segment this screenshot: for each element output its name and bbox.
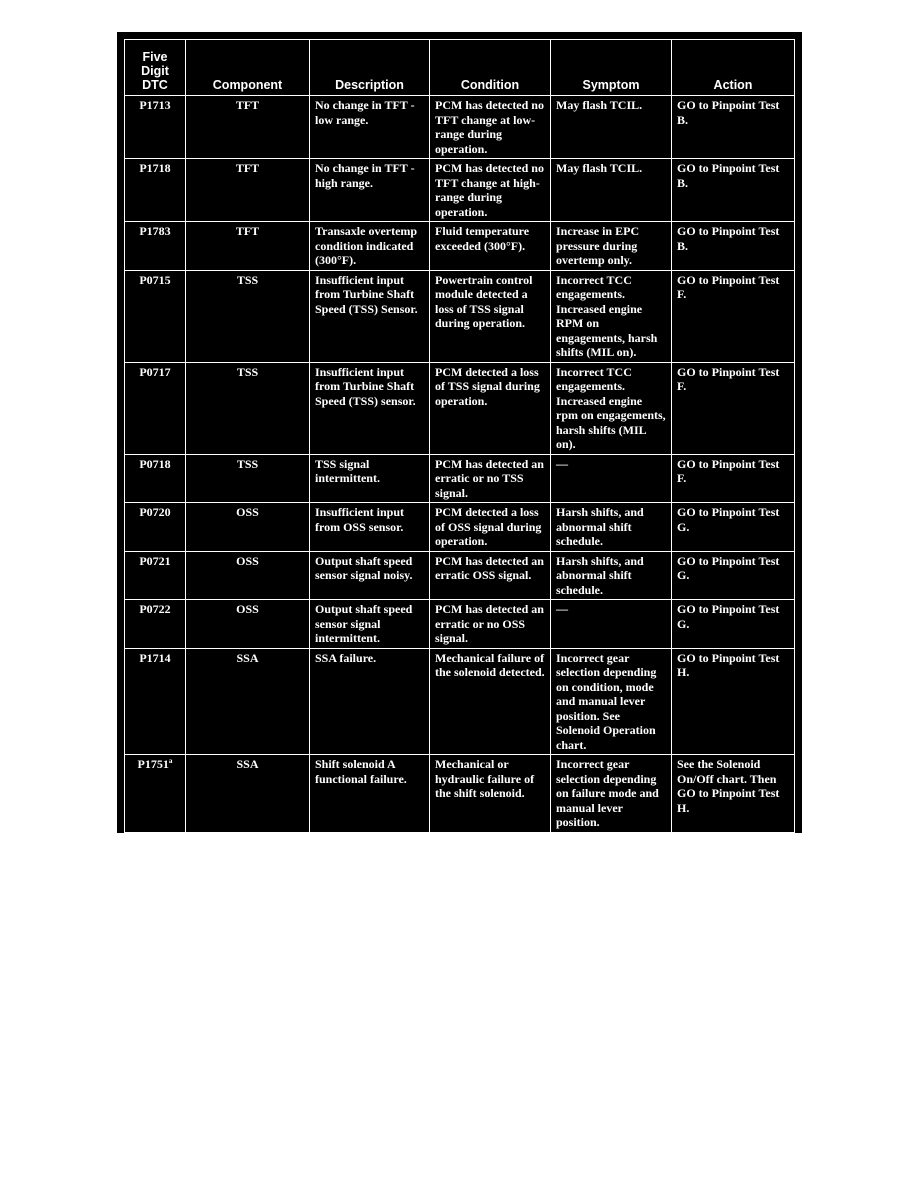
description-cell: Shift solenoid A functional failure. — [310, 755, 430, 833]
symptom-cell: Increase in EPC pressure during overtemp only. — [551, 222, 672, 271]
action-cell: GO to Pinpoint Test G. — [672, 600, 795, 649]
description-cell: Insufficient input from Turbine Shaft Speed (TSS) Sensor. — [310, 270, 430, 362]
action-cell: See the Solenoid On/Off chart. Then GO to Pinpoint Test H. — [672, 755, 795, 833]
action-cell: GO to Pinpoint Test F. — [672, 454, 795, 503]
header-condition: Condition — [430, 40, 551, 96]
table-row — [125, 755, 795, 833]
table-row — [125, 222, 795, 271]
dtc-code-cell: P1751ª — [125, 755, 186, 833]
action-cell: GO to Pinpoint Test G. — [672, 551, 795, 600]
action-cell: GO to Pinpoint Test B. — [672, 222, 795, 271]
dtc-code-cell: P1714 — [125, 648, 186, 755]
action-cell: GO to Pinpoint Test F. — [672, 270, 795, 362]
component-cell: OSS — [186, 503, 310, 552]
condition-cell: PCM has detected no TFT change at high-range during operation. — [430, 159, 551, 222]
condition-cell: PCM detected a loss of OSS signal during operation. — [430, 503, 551, 552]
description-cell: Output shaft speed sensor signal intermittent. — [310, 600, 430, 649]
condition-cell: PCM has detected no TFT change at low-range during operation. — [430, 96, 551, 159]
dtc-code-cell: P0715 — [125, 270, 186, 362]
action-cell: GO to Pinpoint Test G. — [672, 503, 795, 552]
table-row — [125, 454, 795, 503]
component-cell: TFT — [186, 222, 310, 271]
symptom-cell: Incorrect gear selection depending on condition, mode and manual lever position. See Solenoid Operation chart. — [551, 648, 672, 755]
table-row — [125, 600, 795, 649]
condition-cell: PCM has detected an erratic or no OSS signal. — [430, 600, 551, 649]
table-row — [125, 362, 795, 454]
description-cell: Transaxle overtemp condition indicated (300°F). — [310, 222, 430, 271]
component-cell: SSA — [186, 755, 310, 833]
condition-cell: PCM has detected an erratic OSS signal. — [430, 551, 551, 600]
description-cell: No change in TFT - low range. — [310, 96, 430, 159]
dtc-code-cell: P0721 — [125, 551, 186, 600]
header-description: Description — [310, 40, 430, 96]
table-row — [125, 270, 795, 362]
dtc-code-cell: P0718 — [125, 454, 186, 503]
dtc-code-cell: P0722 — [125, 600, 186, 649]
description-cell: Insufficient input from OSS sensor. — [310, 503, 430, 552]
header-action: Action — [672, 40, 795, 96]
header-five-digit-dtc: Five Digit DTC — [125, 40, 186, 96]
dtc-chart-panel — [117, 32, 802, 833]
dtc-code-cell: P0717 — [125, 362, 186, 454]
table-row — [125, 551, 795, 600]
action-cell: GO to Pinpoint Test F. — [672, 362, 795, 454]
action-cell: GO to Pinpoint Test H. — [672, 648, 795, 755]
condition-cell: Mechanical or hydraulic failure of the shift solenoid. — [430, 755, 551, 833]
condition-cell: Powertrain control module detected a loss of TSS signal during operation. — [430, 270, 551, 362]
condition-cell: Fluid temperature exceeded (300°F). — [430, 222, 551, 271]
description-cell: No change in TFT - high range. — [310, 159, 430, 222]
table-row — [125, 159, 795, 222]
symptom-cell: May flash TCIL. — [551, 159, 672, 222]
table-row — [125, 648, 795, 755]
condition-cell: Mechanical failure of the solenoid detected. — [430, 648, 551, 755]
header-symptom: Symptom — [551, 40, 672, 96]
symptom-cell: — — [551, 454, 672, 503]
table-body — [125, 96, 795, 833]
table-row — [125, 96, 795, 159]
dtc-code-cell: P0720 — [125, 503, 186, 552]
header-component: Component — [186, 40, 310, 96]
component-cell: SSA — [186, 648, 310, 755]
symptom-cell: Incorrect TCC engagements. Increased engine RPM on engagements, harsh shifts (MIL on). — [551, 270, 672, 362]
action-cell: GO to Pinpoint Test B. — [672, 159, 795, 222]
component-cell: TSS — [186, 454, 310, 503]
component-cell: OSS — [186, 551, 310, 600]
symptom-cell: May flash TCIL. — [551, 96, 672, 159]
condition-cell: PCM detected a loss of TSS signal during operation. — [430, 362, 551, 454]
action-cell: GO to Pinpoint Test B. — [672, 96, 795, 159]
table-header-row — [125, 40, 795, 96]
component-cell: OSS — [186, 600, 310, 649]
condition-cell: PCM has detected an erratic or no TSS signal. — [430, 454, 551, 503]
symptom-cell: Incorrect gear selection depending on failure mode and manual lever position. — [551, 755, 672, 833]
symptom-cell: — — [551, 600, 672, 649]
dtc-code-cell: P1718 — [125, 159, 186, 222]
description-cell: SSA failure. — [310, 648, 430, 755]
symptom-cell: Incorrect TCC engagements. Increased engine rpm on engagements, harsh shifts (MIL on). — [551, 362, 672, 454]
component-cell: TFT — [186, 159, 310, 222]
table-row — [125, 503, 795, 552]
dtc-code-cell: P1713 — [125, 96, 186, 159]
component-cell: TSS — [186, 270, 310, 362]
dtc-code-cell: P1783 — [125, 222, 186, 271]
description-cell: Output shaft speed sensor signal noisy. — [310, 551, 430, 600]
dtc-table — [124, 39, 795, 833]
component-cell: TFT — [186, 96, 310, 159]
symptom-cell: Harsh shifts, and abnormal shift schedule. — [551, 503, 672, 552]
description-cell: Insufficient input from Turbine Shaft Speed (TSS) sensor. — [310, 362, 430, 454]
symptom-cell: Harsh shifts, and abnormal shift schedule. — [551, 551, 672, 600]
description-cell: TSS signal intermittent. — [310, 454, 430, 503]
component-cell: TSS — [186, 362, 310, 454]
